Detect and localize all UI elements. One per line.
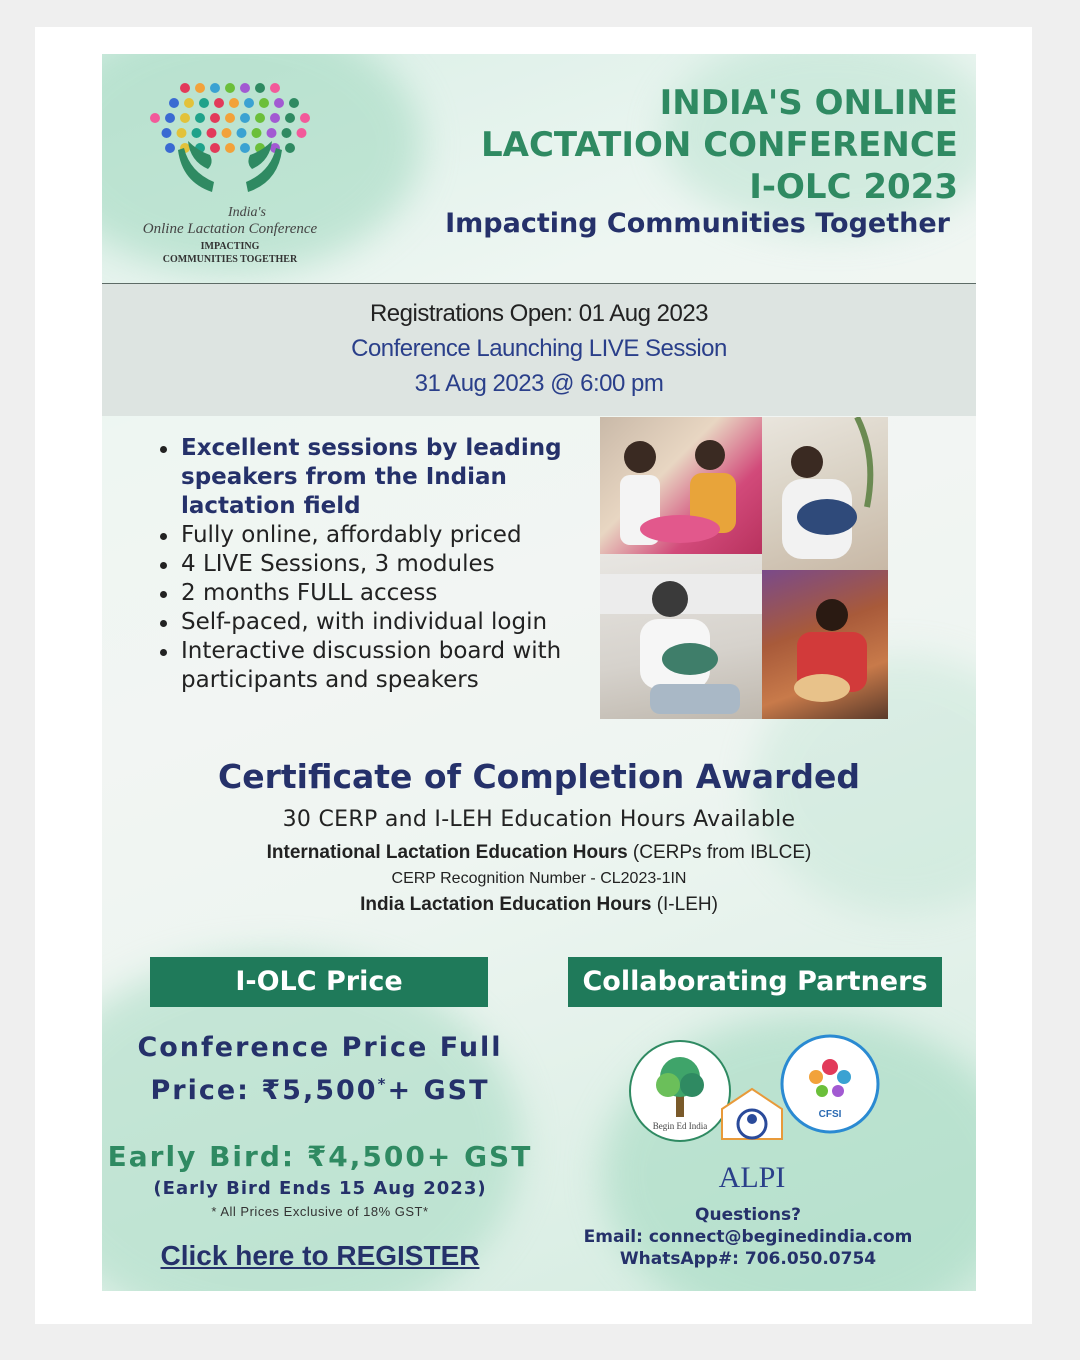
- full-price-amount: Price: ₹5,500: [150, 1075, 378, 1106]
- feature-list: [158, 434, 598, 695]
- intl-hours-source: (CERPs from IBLCE): [627, 842, 812, 863]
- launch-session-text: Conference Launching LIVE Session: [351, 335, 727, 362]
- hand-print: [165, 143, 175, 153]
- hand-print: [195, 83, 205, 93]
- conference-logo: [120, 74, 340, 274]
- hand-print: [229, 98, 239, 108]
- hand-print: [267, 128, 277, 138]
- hand-print: [297, 128, 307, 138]
- alpi-label: ALPI: [718, 1161, 786, 1194]
- hand-print: [255, 113, 265, 123]
- svg-text:COMMUNITIES TOGETHER: COMMUNITIES TOGETHER: [162, 254, 298, 265]
- title-line-2: LACTATION CONFERENCE: [481, 125, 958, 165]
- hand-print: [270, 113, 280, 123]
- hand-print: [162, 128, 172, 138]
- gst-note: * All Prices Exclusive of 18% GST*: [211, 1204, 429, 1219]
- india-hours-label: India Lactation Education Hours: [360, 894, 652, 915]
- partners-header: Collaborating Partners: [568, 957, 942, 1007]
- launch-date-text: 31 Aug 2023 @ 6:00 pm: [414, 370, 664, 397]
- feature-item: Excellent sessions by leading speakers from the Indian lactation field: [158, 434, 598, 521]
- full-price-line-1: Conference Price Full: [137, 1032, 503, 1063]
- header: [102, 54, 976, 283]
- hand-print: [180, 83, 190, 93]
- hand-print: [177, 128, 187, 138]
- hand-print: [285, 143, 295, 153]
- intl-education-hours: [102, 842, 976, 864]
- photo-nursing-1: [762, 417, 888, 570]
- feature-item: 2 months FULL access: [158, 579, 598, 608]
- photo-nursing-2: [600, 554, 762, 719]
- hand-print: [240, 113, 250, 123]
- hand-print: [150, 113, 160, 123]
- early-bird-deadline: (Early Bird Ends 15 Aug 2023): [153, 1178, 487, 1199]
- intl-hours-label: International Lactation Education Hours: [266, 842, 628, 863]
- full-price-tax: + GST: [387, 1075, 490, 1106]
- hand-print: [225, 143, 235, 153]
- cfsi-logo: [782, 1036, 878, 1132]
- hand-print: [225, 113, 235, 123]
- hand-print: [195, 113, 205, 123]
- hand-print: [184, 98, 194, 108]
- hand-print: [300, 113, 310, 123]
- begin-ed-india-logo: [630, 1041, 730, 1141]
- svg-text:Online Lactation Conference: Online Lactation Conference: [142, 221, 318, 237]
- registration-band: [102, 284, 976, 416]
- hand-print: [240, 143, 250, 153]
- hand-print: [285, 113, 295, 123]
- begin-ed-india-label: Begin Ed India: [652, 1121, 708, 1131]
- hand-print: [207, 128, 217, 138]
- hand-print: [169, 98, 179, 108]
- photo-collage: [600, 417, 888, 719]
- registration-open-text: Registrations Open: 01 Aug 2023: [369, 300, 709, 327]
- hand-print: [199, 98, 209, 108]
- title-line-3: I-OLC 2023: [749, 167, 958, 207]
- hand-print: [252, 128, 262, 138]
- contact-questions: Questions?: [695, 1205, 801, 1225]
- hand-print: [192, 128, 202, 138]
- partner-logos: [622, 1029, 882, 1199]
- feature-item: 4 LIVE Sessions, 3 modules: [158, 550, 598, 579]
- cfsi-label: CFSI: [818, 1109, 842, 1120]
- hand-print: [210, 83, 220, 93]
- certificate-title: Certificate of Completion Awarded: [218, 757, 860, 796]
- hand-print: [180, 113, 190, 123]
- certificate-subtitle: 30 CERP and I-LEH Education Hours Available: [282, 807, 796, 832]
- cerp-number: CERP Recognition Number - CL2023-1IN: [391, 870, 687, 887]
- contact-whatsapp[interactable]: WhatsApp#: 706.050.0754: [619, 1249, 877, 1269]
- photo-consultation: [600, 417, 762, 554]
- hand-print: [210, 143, 220, 153]
- hand-print: [237, 128, 247, 138]
- india-hours-source: (I-LEH): [651, 894, 718, 915]
- hand-print: [259, 98, 269, 108]
- hand-print: [225, 83, 235, 93]
- feature-item: Fully online, affordably priced: [158, 521, 598, 550]
- poster: [102, 54, 976, 1291]
- hand-print: [289, 98, 299, 108]
- hand-print: [222, 128, 232, 138]
- conference-title: [481, 82, 958, 208]
- india-education-hours: [102, 894, 976, 916]
- feature-item: Interactive discussion board with participants and speakers: [158, 637, 598, 695]
- hand-print: [165, 113, 175, 123]
- photo-nursing-3: [762, 570, 888, 719]
- hand-print: [244, 98, 254, 108]
- hand-print: [210, 113, 220, 123]
- hand-print: [240, 83, 250, 93]
- full-price-asterisk: *: [377, 1075, 388, 1093]
- hand-print: [270, 83, 280, 93]
- hand-print: [255, 83, 265, 93]
- title-line-1: INDIA'S ONLINE: [659, 83, 958, 123]
- register-link[interactable]: Click here to REGISTER: [160, 1240, 480, 1271]
- full-price-line-2: [102, 1066, 538, 1109]
- feature-item: Self-paced, with individual login: [158, 608, 598, 637]
- price-header: I-OLC Price: [150, 957, 488, 1007]
- hand-print: [282, 128, 292, 138]
- full-price: [102, 1030, 538, 1109]
- contact-email[interactable]: Email: connect@beginedindia.com: [583, 1227, 913, 1247]
- early-bird-price: Early Bird: ₹4,500+ GST: [107, 1140, 533, 1173]
- hand-print: [214, 98, 224, 108]
- alpi-logo: [719, 1089, 786, 1194]
- hand-print: [274, 98, 284, 108]
- svg-text:India's: India's: [228, 205, 266, 220]
- svg-text:IMPACTING: IMPACTING: [200, 241, 260, 252]
- tree-of-hands-icon: [120, 74, 340, 274]
- conference-subtitle: Impacting Communities Together: [445, 208, 950, 239]
